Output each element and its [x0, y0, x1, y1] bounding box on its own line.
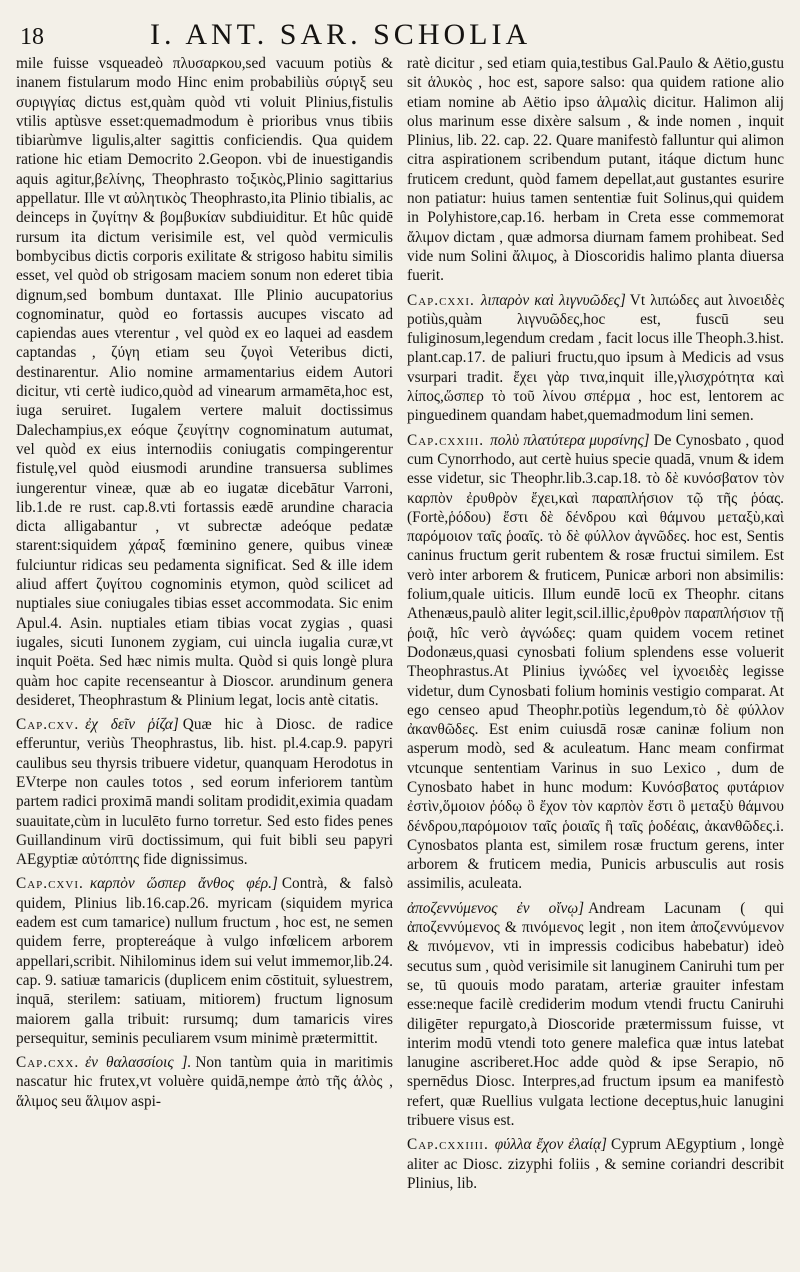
- right-column: [407, 54, 784, 1264]
- page-header: [16, 18, 784, 54]
- greek-lemma: πολὺ πλατύτερα μυρσίνης]: [490, 431, 650, 449]
- commentary-paragraph: [16, 54, 393, 710]
- chapter-heading: Cap.cxvi.: [16, 875, 84, 893]
- chapter-heading: Cap.cxxi.: [407, 291, 475, 309]
- paragraph-text: Andream Lacunam ( qui ἀποζεννύμενος & πινόμενος legit , non item ἀποζεννύμενον & πινόμενον, vti in impressis codicibus habebatur) ideò secutus sum , quòd verisimile sit lanuginem Caniruhi tum per se, tū quouis modo paratam, arteriæ grauiter infestam esse:neque facilè crediderim modum vtendi fructu Caniruhi diligēter repurgato,à Dioscoride prætermissum fuisse, vt interim modū vtendi toto genere malefica quæ intus latebat lanugine ascriberet.Hoc adde quòd & ipse Serapio, nō spernēdus Diosc. Interpres,ad fructum ipsum ea manifestò refert, quæ Ruellius vulgata lectione deceptus,huic lanugini tribuere visus est.: [407, 899, 784, 1130]
- paragraph-text: De Cynosbato , quod cum Cynorrhodo, aut certè huius specie quadā, vnum & idem esse videtur, sic Theophr.lib.3.cap.18. τὸ δὲ κυνόσβατον τὸν καρπὸν ἐρυθρὸν ἔχει,καὶ παραπλήσιον τῷ τῆς ῥόας.(Fortè,ῥόδου) ἔστι δὲ δένδρου καὶ θάμνου μεταξὺ,καὶ παρόμοιον ταῖς ῥοαῖς. τὸ δὲ φύλλον ἀγνῶδες. hoc est, Sentis caninus fructum gerit rubentem & rosæ fructui similem. Est verò inter arborem & fruticem, Punicæ arbori non absimilis: folium,quale uiticis. Illum eundē locū ex Theophr. citans Athenæus,paulò aliter legit,scil.illic,ἐρυθρὸν παραπλήσιον τῇ ῥοιᾷ, hîc verò ἀγνώδες: quam quidem vocem retinet Dodonæus,quasi cynosbati folium splendens esse voluerit Theophrastus.At Plinius ἰχνώδες vel ἰχνοειδὲς legisse videtur, dum Cynosbati folium hominis vestigio comparat. At ego censeo apud Theophr.potiùs legendum,τὸ δὲ φύλλον ἀκανθῶδες. Est enim cuiusdā rosæ caninæ folium non asperum modò, sed & aculeatum. Hanc meam confirmat vtcunque sententiam Varinus in suo Lexico , dum de Cynosbato habet in hunc modum: Κυνόσβατος φυτάριον ἐστὶν,ὅμοιον ῥόδῳ ὃ ἔχον τὸν καρπὸν ἔστι ὃ μεταξὺ θάμνου δένδρου,παρόμοιον ταῖς ῥοιαῖς ἢ ταῖς ῥοδέαις, ἀκανθῶδες.i. Cynosbatos planta est, similem rosæ fructum gerens, inter arborem & fruticem media, Punicis arbusculis aut rosis assimilis, aculeata.: [407, 431, 784, 893]
- greek-lemma: καρπὸν ὥσπερ ἄνθος φέρ.]: [89, 875, 278, 893]
- paragraph-text: Contrà, & falsò quidem, Plinius lib.16.cap.26. myricam (siquidem myrica eadem est cum tamarice) nullum fructum , hoc est, ne semen quidem ferre, proptereáque à vulgo infœlicem arborem appellari,scribit. Nihilominus idem sui velut immemor,lib.24. cap. 9. satiuæ tamaricis (duplicem enim cōstituit, syluestrem, inquā, sterilem: satiuam, mitiorem) fructum lignosum maiorem galla tribuit: rursumq; dum tamaricis vires persequitur, seminis peculiarem vsum minimè prætermittit.: [16, 875, 393, 1047]
- commentary-paragraph: [16, 715, 393, 869]
- greek-lemma: λιπαρὸν καὶ λιγνυῶδες]: [480, 291, 626, 309]
- commentary-paragraph: [407, 54, 784, 286]
- paragraph-text: ratè dicitur , sed etiam quia,testibus Gal.Paulo & Aëtio,gustu sit ἁλυκὸς , hoc est, sapore salso: qua quidem ratione alio etiam nomine ab Aëtio ipso ἁλμαλὶς dicitur. Halimon alij olus marinum esse dixère salsum , & inde nomen , inquit Plinius, lib. 22. cap. 22. Quare manifestò falluntur qui alimon citra aspirationem scribendum putant, itáque dictum hunc fruticem credunt, quòd famem depellat,aut gustantes esurire non patiatur: huius tamen sententiæ fuit Solinus,qui quidem in Polyhistore,cap.16. herbam in Creta esse commemorat ἄλιμον dictam , quæ admorsa diurnam famem prohibeat. Sed vide num Solini ἄλιμος, à Dioscoridis halimo planta diuersa fuerit.: [407, 55, 784, 285]
- greek-lemma: ἐν θαλασσίοις ].: [85, 1054, 192, 1072]
- commentary-paragraph: [16, 874, 393, 1048]
- paragraph-text: Vt λιπώδες aut λινοειδὲς potiùs,quàm λιγνυῶδες,hoc est, fuscū seu fuliginosum,legendum credam , facit locus ille Theoph.3.hist. plant.cap.17. de paliuri fructu,quo ipsum à Medicis ad vsus vsurpari tradit. ἔχει γὰρ τινα,inquit ille,γλισχρότητα καὶ λίπος,ὥσπερ τὸ τοῦ λίνου σπέρμα , hoc est, lentorem ac pinguedinem quandam habet,quemadmodum lini semen.: [407, 291, 784, 425]
- chapter-heading: Cap.cxxiiii.: [407, 1136, 489, 1154]
- left-column: [16, 54, 393, 1264]
- commentary-paragraph: [407, 1135, 784, 1193]
- chapter-heading: Cap.cxx.: [16, 1054, 80, 1072]
- commentary-paragraph: [407, 899, 784, 1131]
- chapter-heading: Cap.cxxiii.: [407, 431, 485, 449]
- chapter-heading: Cap.cxv.: [16, 716, 80, 734]
- text-columns: [16, 54, 784, 1264]
- paragraph-text: Cyprum AEgyptium , longè aliter ac Diosc. zizyphi foliis , & semine coriandri describit Plinius, lib.: [407, 1136, 784, 1192]
- commentary-paragraph: [407, 431, 784, 894]
- greek-lemma: φύλλα ἔχον ἐλαίᾳ]: [494, 1136, 608, 1154]
- commentary-paragraph: [16, 1053, 393, 1111]
- commentary-paragraph: [407, 291, 784, 426]
- greek-lemma: ἀποζεννύμενος ἐν οἴνῳ]: [407, 899, 585, 917]
- paragraph-text: mile fuisse vsqueadeò πλυσαρκου,sed vacuum potiùs & inanem fistularum modo Hinc enim probabiliùs σύριγξ seu συριγγίας dictus est,quàm quòd vti voluit Plinius,fistulis vtilis aptùsve esset:quemadmodum è prioribus vnus tibiis tibiarùmve ligulis,alter sagittis conficiendis. Qua quidem ratione hic etiam Democrito 2.Geopon. vbi de inuestigandis aquis agitur,βελίνης, Theophrasto τοξικὸς,Plinio sagittarius appellatur. Ille vt αὐλητικὸς Theophrasto,ita Plinio tibialis, ac deinceps in ζυγίτην & βομβυκίαν subdiuiditur. Et hûc quidē rursum ita dictum verisimile est, vel quòd vermiculis bombycibus dictis corporis exilitate & strigoso habitu similis esset, vel quòd ob strigosam maciem sonum non ederet tibia dignum,sed bombum duntaxat. Ille Plinio aucupatorius cognominatur, quòd eo fortassis aucupes viscato ad capiendas aues vterentur , vel quòd ex eo laquei ad easdem captandas , ζύγη etiam seu ζυγοὶ Veteribus dicti, destinarentur. Alio nomine armamentarius eidem Autori dicitur, vti certè iudico,quòd ad vinearum armamēta,hoc est, iuga seruiret. Iugalem vertere maluit doctissimus Dalechampius,ex eóque ζευγίτην cognominatum autumat, vel quòd ex eius internodiis coniugatis compingerentur fistulę,vel quòd eiusmodi arundine transuersa sublimes iungerentur vineæ, quæ ab eo iugatæ dicebātur Varroni, lib.1.de re rust. cap.8.vti fortassis eædē arundine characia dicta alligabantur , vt subrectæ adeóque pedatæ starent:siquidem χάραξ fœminino genere, quibus vineæ fulciuntur ridicas seu pedamenta significat. Sed & ille idem aliud affert ζυγίτου cognominis etymon, quòd scilicet ad nuptiales siue coniugales tibias esset accommodata. Sic enim Apul.4. Asin. nuptiales etiam tibias vocat zygias , quasi iugales, sicuti Iunonem zygiam, cui uincla iugalia curæ,vt inquit Poëta. Sed hæc nimis multa. Quòd si quis longè plura quàm hoc capite recenseantur à Dioscor. arundinum genera desideret, Theophrastum & Plinium legat, locis antè citatis.: [16, 55, 393, 709]
- running-title: I. ANT. SAR. SCHOLIA: [150, 18, 532, 51]
- greek-lemma: ἐχ δεῖν ῥίζα]: [85, 716, 179, 734]
- paragraph-text: Non tantùm quia in maritimis nascatur hic frutex,vt voluère quidā,nempe ἀπὸ τῆς ἁλὸς , ἅλιμος seu ἅλιμον aspi-: [16, 1054, 393, 1110]
- page-number: 18: [20, 24, 44, 50]
- paragraph-text: Quæ hic à Diosc. de radice efferuntur, veriùs Theophrastus, lib. hist. pl.4.cap.9. papyri caulibus seu thyrsis tribuere videtur, quanquam Herodotus in EVterpe non caules totos , sed eorum inferiorem tantùm partem radici proximā mandi solitam prodidit,eximia quadam suauitate,cùm in luculēto furno torretur. Sed esto fides penes Guillandinum virū doctissimum, qui fuit bibli seu papyri AEgyptiæ αὐτόπτης fide dignissimus.: [16, 716, 393, 869]
